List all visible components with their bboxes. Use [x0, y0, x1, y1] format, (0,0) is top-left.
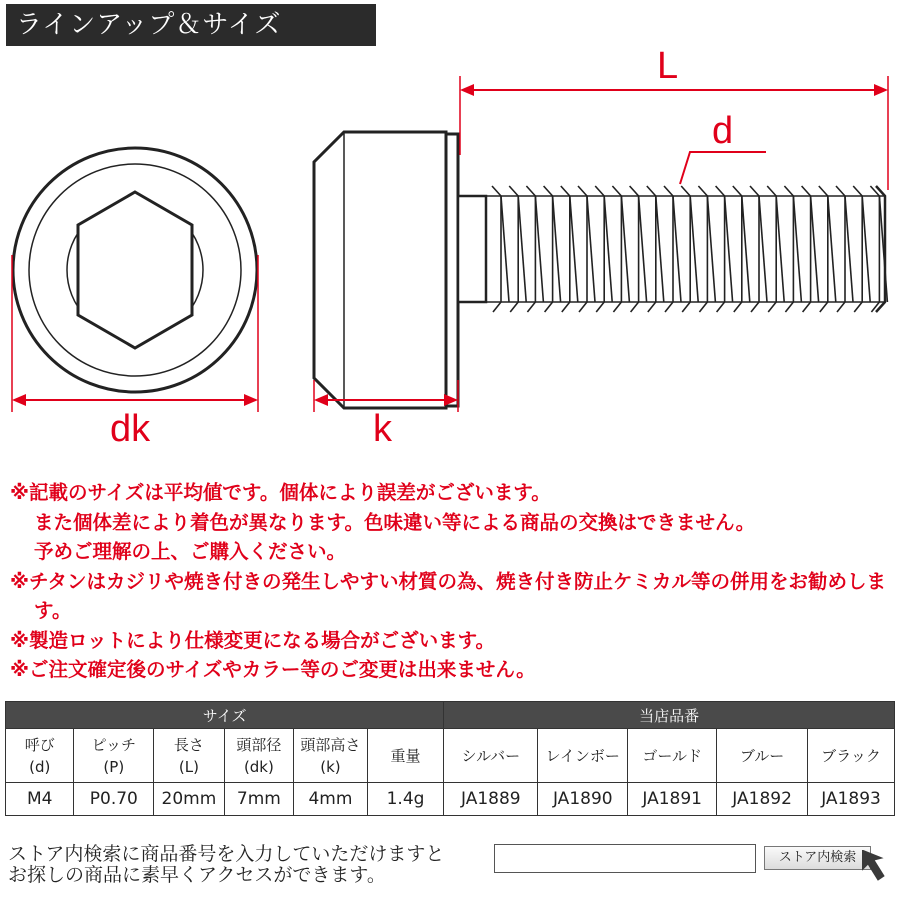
- column-header: 重量: [367, 729, 444, 783]
- thread-line: [750, 186, 759, 312]
- thread-line: [845, 196, 853, 302]
- table-cell: 4mm: [294, 783, 368, 816]
- column-header: ブルー: [717, 729, 808, 783]
- column-header: 頭部高さ (k): [294, 729, 368, 783]
- thread-line: [604, 196, 612, 302]
- thread-line: [811, 196, 819, 302]
- thread-line: [733, 186, 742, 312]
- note-titanium-seizure: ※チタンはカジリや焼き付きの発生しやすい材質の為、焼き付き防止ケミカル等の併用をお勧めします。: [10, 569, 886, 622]
- thread-line: [707, 196, 715, 302]
- table-cell: JA1892: [717, 783, 808, 816]
- bolt-head-top-view: [13, 148, 257, 392]
- thread-line: [561, 186, 570, 312]
- thread-line: [862, 196, 870, 302]
- group-header-item-number: 当店品番: [444, 702, 895, 729]
- thread-line: [509, 186, 518, 312]
- column-header: ゴールド: [628, 729, 717, 783]
- table-cell: P0.70: [74, 783, 154, 816]
- note-understanding: 予めご理解の上、ご購入ください。: [34, 540, 347, 563]
- table-column-header-row: [6, 729, 895, 783]
- thread-line: [501, 196, 509, 302]
- thread-line: [870, 186, 879, 312]
- group-header-size: サイズ: [6, 702, 444, 729]
- section-title: ラインアップ＆サイズ: [6, 4, 376, 46]
- table-cell: JA1893: [808, 783, 895, 816]
- search-instructions: [8, 844, 498, 886]
- column-header: レインボー: [538, 729, 628, 783]
- note-color-difference: また個体差により着色が異なります。色味違い等による商品の交換はできません。: [34, 510, 756, 534]
- column-header: シルバー: [444, 729, 538, 783]
- thread-line: [647, 186, 656, 312]
- thread-line: [767, 186, 776, 312]
- thread-line: [836, 186, 845, 312]
- thread-line: [621, 196, 629, 302]
- note-spec-change: ※製造ロットにより仕様変更になる場合がございます。: [10, 628, 496, 652]
- column-header: 頭部径 (dk): [224, 729, 293, 783]
- thread-line: [544, 186, 553, 312]
- store-search-input[interactable]: [494, 844, 756, 873]
- table-cell: JA1891: [628, 783, 717, 816]
- thread-line: [681, 186, 690, 312]
- thread-line: [828, 196, 836, 302]
- thread-line: [630, 186, 639, 312]
- thread-line: [553, 196, 561, 302]
- pointer-arrow-icon: [862, 850, 894, 884]
- dimension-label-dk: dk: [110, 408, 151, 450]
- thread-line: [587, 196, 595, 302]
- thread-line: [612, 186, 621, 312]
- thread-line: [819, 186, 828, 312]
- thread-line: [570, 196, 578, 302]
- thread-line: [759, 196, 767, 302]
- search-instructions-line2: お探しの商品に素早くアクセスができます。: [8, 864, 386, 886]
- thread-line: [492, 186, 501, 312]
- thread-line: [698, 186, 707, 312]
- thread-line: [595, 186, 604, 312]
- table-cell: JA1889: [444, 783, 538, 816]
- table-cell: 1.4g: [367, 783, 444, 816]
- thread-line: [776, 196, 784, 302]
- thread-line: [793, 196, 801, 302]
- note-size-average: ※記載のサイズは平均値です。個体により誤差がございます。: [10, 481, 551, 504]
- thread-line: [518, 196, 526, 302]
- note-no-changes: ※ご注文確定後のサイズやカラー等のご変更は出来ません。: [10, 658, 536, 681]
- thread-line: [535, 196, 543, 302]
- column-header: 長さ (L): [154, 729, 225, 783]
- thread-line: [526, 186, 535, 312]
- thread-line: [784, 186, 793, 312]
- thread-line: [853, 186, 862, 312]
- thread-line: [742, 196, 750, 302]
- bolt-threads: [492, 186, 887, 312]
- thread-line: [690, 196, 698, 302]
- dimension-label-k: k: [373, 408, 392, 450]
- bolt-side-view: [314, 132, 887, 408]
- thread-line: [716, 186, 725, 312]
- thread-line: [639, 196, 647, 302]
- thread-line: [802, 186, 811, 312]
- table-group-header-row: [6, 702, 895, 729]
- notes-section: [10, 478, 895, 685]
- column-header: 呼び (d): [6, 729, 74, 783]
- thread-line: [725, 196, 733, 302]
- store-search-button[interactable]: ストア内検索: [764, 846, 871, 870]
- search-instructions-line1: ストア内検索に商品番号を入力していただけますと: [8, 843, 445, 865]
- hex-socket: [78, 192, 192, 348]
- thread-line: [578, 186, 587, 312]
- column-header: ピッチ (P): [74, 729, 154, 783]
- table-cell: JA1890: [538, 783, 628, 816]
- column-header: ブラック: [808, 729, 895, 783]
- table-row: [6, 783, 895, 816]
- table-cell: 20mm: [154, 783, 225, 816]
- dimension-label-L: L: [657, 45, 679, 87]
- thread-line: [664, 186, 673, 312]
- dimension-label-d: d: [712, 110, 734, 152]
- table-cell: M4: [6, 783, 74, 816]
- table-cell: 7mm: [224, 783, 293, 816]
- spec-table: [5, 701, 895, 816]
- thread-line: [656, 196, 664, 302]
- thread-line: [673, 196, 681, 302]
